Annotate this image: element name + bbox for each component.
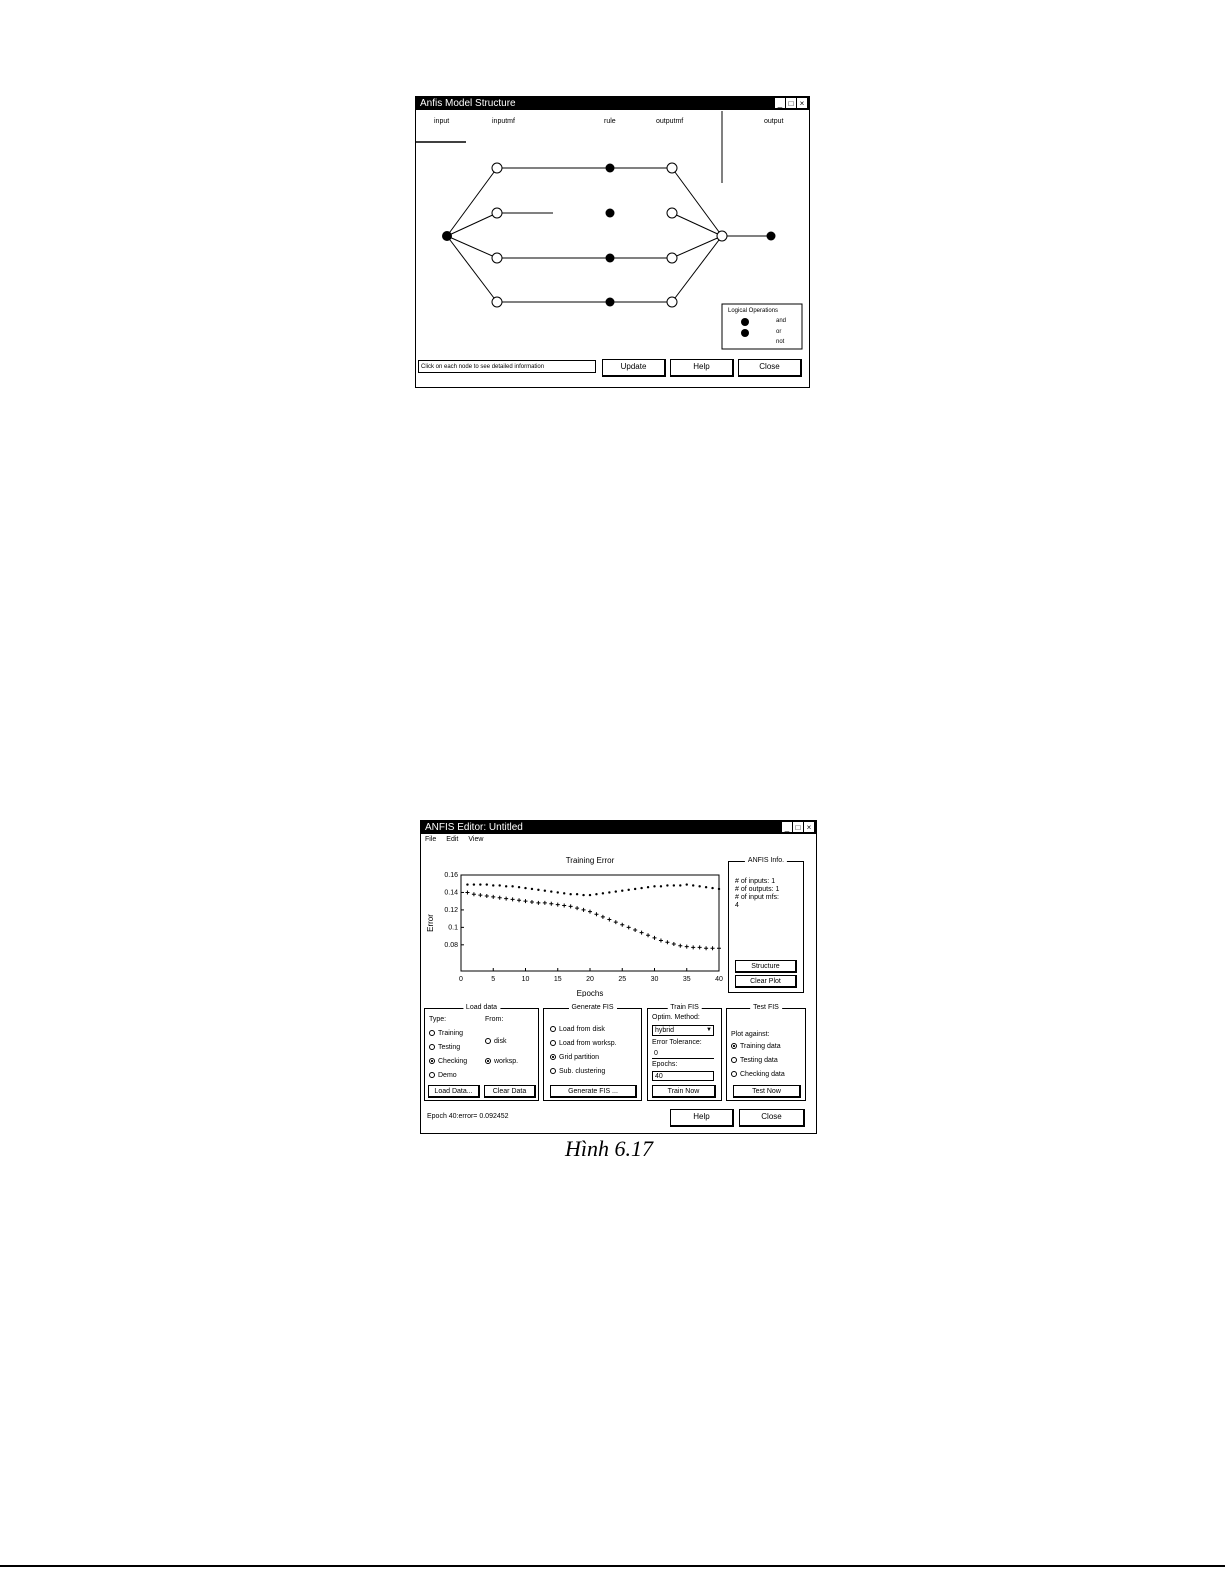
radio-training[interactable] [429, 1030, 463, 1037]
data-point-series-1 [492, 884, 494, 886]
anfis-info-title: ANFIS Info. [745, 857, 787, 864]
data-point-series-2 [511, 897, 515, 901]
structure-button[interactable]: Structure [735, 960, 797, 973]
inputmf-node [492, 163, 502, 173]
data-point-series-1 [563, 892, 565, 894]
radio-demo-label: Demo [438, 1072, 457, 1079]
optim-method-select[interactable] [652, 1025, 714, 1036]
legend-or-dot [741, 329, 749, 337]
x-tick-label: 20 [586, 976, 594, 983]
radio-icon [429, 1044, 435, 1050]
data-point-series-2 [530, 900, 534, 904]
radio-icon [731, 1057, 737, 1063]
from-label: From: [485, 1016, 504, 1023]
rule-node [606, 209, 615, 218]
epoch-status: Epoch 40:error= 0.092452 [427, 1113, 509, 1120]
data-point-series-2 [504, 897, 508, 901]
input-node [442, 231, 452, 241]
editor-close-button[interactable]: Close [739, 1109, 805, 1127]
info-line: # of outputs: 1 [735, 886, 780, 893]
data-point-series-1 [544, 890, 546, 892]
radio-testing-data[interactable] [731, 1057, 778, 1064]
y-tick-label: 0.1 [448, 924, 458, 932]
x-tick-label: 0 [459, 976, 463, 983]
data-point-series-1 [634, 888, 636, 890]
y-axis-label: Error [426, 914, 435, 932]
data-point-series-1 [660, 885, 662, 887]
data-point-series-1 [486, 883, 488, 885]
legend-and: and [776, 318, 787, 324]
load-data-title: Load data [463, 1004, 500, 1011]
structure-title: Anfis Model Structure [420, 98, 516, 109]
data-point-series-2 [646, 933, 650, 937]
maximize-icon[interactable]: □ [793, 822, 803, 832]
close-icon[interactable]: × [797, 98, 807, 108]
data-point-series-2 [653, 936, 657, 940]
help-button[interactable]: Help [670, 359, 734, 377]
minimize-icon[interactable]: _ [775, 98, 785, 108]
column-label-rule: rule [604, 118, 616, 125]
outputmf-node [667, 208, 677, 218]
training-error-chart [421, 847, 726, 997]
test-fis-title: Test FIS [750, 1004, 782, 1011]
data-point-series-1 [537, 889, 539, 891]
radio-demo[interactable] [429, 1072, 457, 1079]
data-point-series-1 [505, 885, 507, 887]
x-tick-label: 5 [491, 976, 496, 983]
clear-data-button[interactable]: Clear Data [484, 1085, 536, 1098]
radio-grid-partition[interactable] [550, 1054, 599, 1061]
radio-icon [429, 1030, 435, 1036]
data-point-series-1 [692, 884, 694, 886]
data-point-series-1 [718, 888, 720, 890]
data-point-series-1 [499, 884, 501, 886]
data-point-series-1 [576, 893, 578, 895]
radio-load-from-disk-label: Load from disk [559, 1026, 605, 1033]
optim-method-value: hybrid [655, 1027, 675, 1034]
data-point-series-1 [679, 884, 681, 886]
data-point-series-1 [473, 883, 475, 885]
epochs-input[interactable]: 40 [652, 1071, 714, 1081]
column-label-input: input [434, 118, 450, 125]
data-point-series-2 [698, 945, 702, 949]
data-point-series-1 [615, 890, 617, 892]
data-point-series-2 [569, 904, 573, 908]
radio-load-from-worksp[interactable] [550, 1040, 617, 1047]
data-point-series-2 [620, 923, 624, 927]
edge [447, 168, 497, 236]
radio-training-data[interactable] [731, 1043, 781, 1050]
edge [447, 236, 497, 302]
data-point-series-2 [556, 903, 560, 907]
data-point-series-1 [705, 886, 707, 888]
data-point-series-1 [479, 883, 481, 885]
plot-against-label: Plot against: [731, 1031, 770, 1038]
legend-title: Logical Operations [728, 308, 779, 314]
epochs-label: Epochs: [652, 1061, 678, 1068]
radio-disk-label: disk [494, 1038, 507, 1045]
anfis-editor-window [420, 820, 817, 1134]
column-label-inputmf: inputmf [492, 118, 515, 125]
y-tick-label: 0.08 [444, 941, 458, 949]
output-node [767, 232, 776, 241]
data-point-series-1 [531, 888, 533, 890]
inputmf-node [492, 297, 502, 307]
edge [672, 236, 722, 258]
data-point-series-2 [543, 901, 547, 905]
radio-icon [550, 1026, 556, 1032]
info-line: 4 [735, 902, 739, 909]
menu-edit[interactable]: Edit [446, 836, 459, 843]
x-tick-label: 10 [521, 976, 530, 983]
radio-testing-label: Testing [438, 1044, 461, 1051]
data-point-series-2 [491, 895, 495, 899]
data-point-series-1 [686, 883, 688, 885]
data-point-series-1 [595, 893, 597, 895]
type-label: Type: [429, 1016, 447, 1023]
data-point-series-2 [517, 898, 521, 902]
radio-checking[interactable] [429, 1058, 467, 1065]
data-point-series-1 [518, 886, 520, 888]
info-line: # of input mfs: [735, 894, 779, 901]
clear-plot-button[interactable]: Clear Plot [735, 975, 797, 988]
data-point-series-1 [466, 883, 468, 885]
outputmf-node [667, 253, 677, 263]
data-point-series-1 [557, 891, 559, 893]
data-point-series-1 [550, 890, 552, 892]
data-point-series-2 [691, 945, 695, 949]
y-tick-label: 0.12 [444, 906, 458, 914]
radio-load-from-worksp-label: Load from worksp. [559, 1040, 617, 1047]
structure-status: Click on each node to see detailed information [418, 360, 596, 373]
column-label-output: output [764, 118, 784, 125]
generate-fis-group [543, 1004, 642, 1101]
data-point-series-1 [621, 890, 623, 892]
data-point-series-2 [562, 904, 566, 908]
error-tolerance-input[interactable]: 0 [652, 1049, 714, 1059]
data-point-series-2 [536, 901, 540, 905]
editor-titlebar [421, 821, 816, 834]
data-point-series-2 [575, 906, 579, 910]
outputmf-node [667, 163, 677, 173]
radio-selected-icon [731, 1043, 737, 1049]
x-tick-label: 40 [715, 976, 723, 983]
data-point-series-1 [602, 892, 604, 894]
data-point-series-2 [633, 928, 637, 932]
data-point-series-1 [608, 891, 610, 893]
menu-file[interactable]: File [425, 836, 437, 843]
radio-selected-icon [485, 1058, 491, 1064]
data-point-series-1 [582, 894, 584, 896]
outputmf-node [667, 297, 677, 307]
rule-node [606, 254, 615, 263]
radio-training-data-label: Training data [740, 1043, 781, 1050]
legend-and-dot [741, 318, 749, 326]
inputmf-node [492, 253, 502, 263]
x-tick-label: 35 [682, 976, 691, 983]
x-tick-label: 30 [650, 976, 659, 983]
info-line: # of inputs: 1 [735, 878, 776, 885]
anfis-structure-window [415, 96, 810, 388]
radio-checking-data-label: Checking data [740, 1071, 785, 1078]
x-tick-label: 25 [618, 976, 627, 983]
data-point-series-2 [582, 908, 586, 912]
data-point-series-1 [647, 886, 649, 888]
data-point-series-2 [594, 912, 598, 916]
radio-icon [550, 1068, 556, 1074]
close-button[interactable]: Close [738, 359, 802, 377]
radio-icon [485, 1038, 491, 1044]
radio-sub-clustering-label: Sub. clustering [559, 1068, 606, 1075]
data-point-series-2 [672, 942, 676, 946]
page-bottom-rule [0, 1565, 1225, 1567]
radio-icon [429, 1072, 435, 1078]
chart-title: Training Error [565, 856, 615, 865]
data-point-series-1 [524, 887, 526, 889]
editor-title: ANFIS Editor: Untitled [425, 822, 523, 833]
data-point-series-1 [698, 885, 700, 887]
train-fis-group [647, 1004, 722, 1101]
radio-icon [550, 1040, 556, 1046]
radio-selected-icon [429, 1058, 435, 1064]
radio-testing[interactable] [429, 1044, 460, 1051]
legend-not: not [776, 339, 785, 345]
menu-bar [425, 836, 483, 843]
data-point-series-1 [673, 884, 675, 886]
generate-fis-title: Generate FIS [568, 1004, 616, 1011]
radio-grid-partition-label: Grid partition [559, 1054, 600, 1061]
data-point-series-2 [607, 918, 611, 922]
edge [447, 213, 497, 236]
x-tick-label: 15 [553, 976, 562, 983]
load-data-group [424, 1004, 539, 1101]
generate-fis-button[interactable]: Generate FIS ... [550, 1085, 637, 1098]
x-axis-label: Epochs [576, 989, 604, 997]
menu-view[interactable]: View [468, 836, 484, 843]
rule-node [606, 164, 615, 173]
edge [672, 213, 722, 236]
radio-checking-data[interactable] [731, 1071, 785, 1078]
data-point-series-1 [666, 884, 668, 886]
data-point-series-2 [465, 890, 469, 894]
data-point-series-2 [717, 946, 721, 950]
radio-training-label: Training [438, 1030, 464, 1037]
data-point-series-1 [653, 885, 655, 887]
data-point-series-1 [711, 887, 713, 889]
maximize-icon[interactable]: □ [786, 98, 796, 108]
edge [447, 236, 497, 258]
data-point-series-2 [485, 894, 489, 898]
data-point-series-2 [614, 920, 618, 924]
data-point-series-2 [601, 915, 605, 919]
data-point-series-2 [665, 940, 669, 944]
data-point-series-1 [628, 889, 630, 891]
network-diagram [416, 97, 809, 387]
data-point-series-2 [524, 899, 528, 903]
test-fis-group [726, 1004, 806, 1101]
data-point-series-2 [678, 944, 682, 948]
radio-icon [731, 1071, 737, 1077]
data-point-series-2 [478, 893, 482, 897]
column-label-outputmf: outputmf [656, 118, 684, 125]
radio-worksp-label: worksp. [494, 1058, 519, 1065]
data-point-series-2 [711, 946, 715, 950]
data-point-series-2 [640, 931, 644, 935]
y-tick-label: 0.14 [444, 889, 458, 897]
data-point-series-2 [704, 946, 708, 950]
anfis-info-panel [728, 857, 804, 993]
data-point-series-2 [498, 896, 502, 900]
train-fis-title: Train FIS [667, 1004, 702, 1011]
data-point-series-1 [589, 894, 591, 896]
radio-checking-label: Checking [438, 1058, 468, 1065]
test-now-button[interactable]: Test Now [733, 1085, 801, 1098]
output-sum-node [717, 231, 727, 241]
radio-disk[interactable] [485, 1038, 506, 1045]
edge [672, 168, 722, 236]
data-point-series-2 [627, 925, 631, 929]
load-data-button[interactable]: Load Data... [428, 1085, 480, 1098]
figure-caption: Hình 6.17 [565, 1136, 653, 1161]
data-point-series-1 [569, 893, 571, 895]
inputmf-node [492, 208, 502, 218]
data-point-series-2 [472, 892, 476, 896]
train-now-button[interactable]: Train Now [652, 1085, 716, 1098]
radio-selected-icon [550, 1054, 556, 1060]
data-point-series-2 [588, 910, 592, 914]
close-icon[interactable]: × [804, 822, 814, 832]
radio-worksp[interactable] [485, 1058, 518, 1065]
rule-node [606, 298, 615, 307]
editor-help-button[interactable]: Help [670, 1109, 734, 1127]
plot-frame [461, 875, 719, 971]
radio-sub-clustering[interactable] [550, 1068, 605, 1075]
radio-testing-data-label: Testing data [740, 1057, 778, 1064]
update-button[interactable]: Update [602, 359, 666, 377]
optim-method-label: Optim. Method: [652, 1014, 700, 1021]
legend-or: or [776, 329, 782, 335]
minimize-icon[interactable]: _ [782, 822, 792, 832]
chevron-down-icon: ▼ [706, 1027, 712, 1033]
data-point-series-2 [685, 945, 689, 949]
data-point-series-2 [659, 938, 663, 942]
radio-load-from-disk[interactable] [550, 1026, 605, 1033]
y-tick-label: 0.16 [444, 872, 458, 879]
error-tolerance-label: Error Tolerance: [652, 1039, 702, 1046]
edge [672, 236, 722, 302]
data-point-series-1 [640, 887, 642, 889]
data-point-series-2 [549, 902, 553, 906]
data-point-series-1 [511, 885, 513, 887]
